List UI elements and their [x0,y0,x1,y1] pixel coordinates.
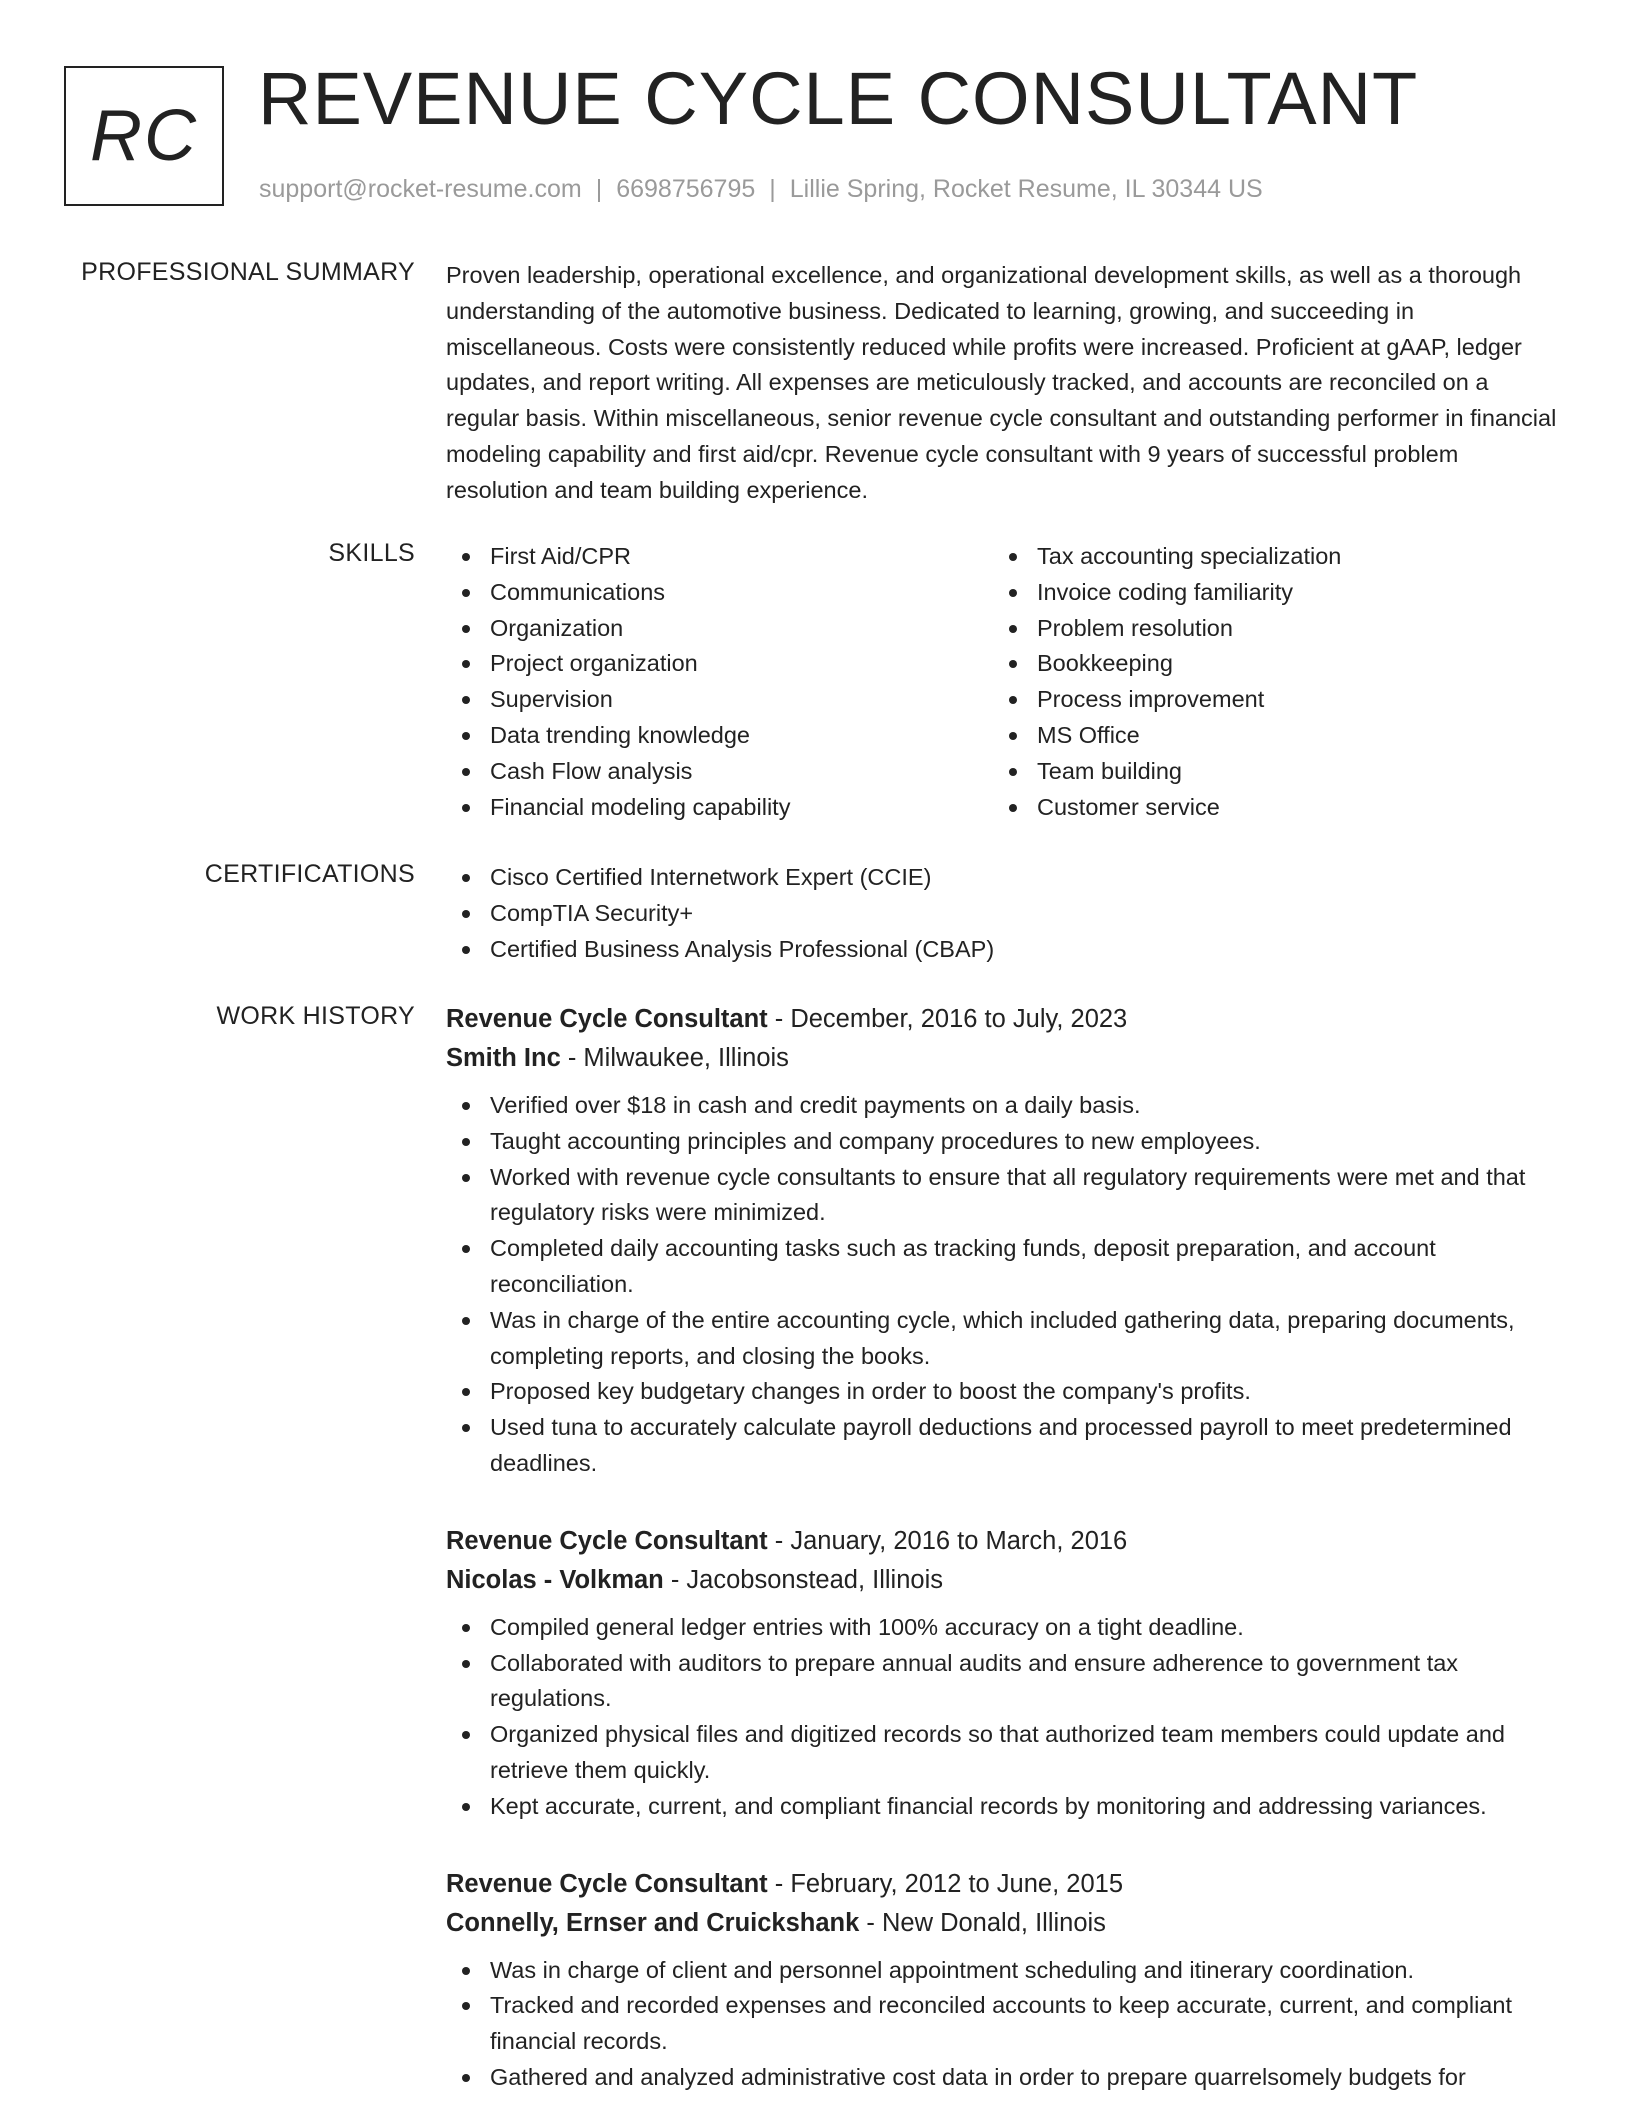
job-duty: Proposed key budgetary changes in order to boost the company's profits. [446,1374,1561,1410]
job-dates: - December, 2016 to July, 2023 [767,1005,1128,1033]
job-role-line [446,1865,1561,1904]
summary-text: Proven leadership, operational excellence, and organizational development skills, as well as a thorough understanding of the automotive business. Dedicated to learning, growing, and succeeding in miscellaneous. Costs were consistently reduced while profits were increased. Proficient at gAAP, ledger updates, and report writing. All expenses are meticulously tracked, and accounts are reconciled on a regular basis. Within miscellaneous, senior revenue cycle consultant and outstanding performer in financial modeling capability and first aid/cpr. Revenue cycle consultant with 9 years of successful problem resolution and team building experience. [446,262,1557,503]
job-duty: Completed daily accounting tasks such as tracking funds, deposit preparation, and account reconciliation. [446,1231,1561,1303]
resume-title: REVENUE CYCLE CONSULTANT [258,57,1419,140]
job-dates: - February, 2012 to June, 2015 [767,1869,1124,1898]
job-company: Nicolas - Volkman [446,1565,664,1594]
job-duty: Kept accurate, current, and compliant financial records by monitoring and addressing variances. [446,1789,1561,1825]
job-duties-list [446,1953,1561,2096]
skill-item: Project organization [446,646,993,682]
certification-item: Cisco Certified Internetwork Expert (CCIE) [446,860,1561,896]
contact-phone: 6698756795 [616,175,756,203]
job-duty: Collaborated with auditors to prepare annual audits and ensure adherence to government tax regulations. [446,1646,1561,1718]
skills-body [446,539,1561,825]
job-role-line [446,1000,1561,1039]
job-duty: Used tuna to accurately calculate payroll deductions and processed payroll to meet predetermined deadlines. [446,1410,1561,1482]
job-duty: Was in charge of client and personnel appointment scheduling and itinerary coordination. [446,1953,1561,1989]
summary-body [446,258,1561,509]
job-duty: Was in charge of the entire accounting cycle, which included gathering data, preparing documents, completing reports, and closing the books. [446,1303,1561,1375]
job-duty: Organized physical files and digitized records so that authorized team members could update and retrieve them quickly. [446,1717,1561,1789]
certifications-body [446,860,1561,967]
contact-email: support@rocket-resume.com [259,175,582,203]
job-duty: Worked with revenue cycle consultants to ensure that all regulatory requirements were met and that regulatory risks were minimized. [446,1160,1561,1232]
skill-item: Communications [446,575,993,611]
skill-item: Data trending knowledge [446,718,993,754]
work-history-heading: WORK HISTORY [216,1002,415,1030]
job-location: - New Donald, Illinois [859,1908,1106,1937]
job-role: Revenue Cycle Consultant [446,1005,768,1033]
skill-item: Supervision [446,682,993,718]
monogram-initials: RC [90,96,198,176]
skill-item: Financial modeling capability [446,790,993,826]
job-company-line [446,1904,1561,1943]
job-role: Revenue Cycle Consultant [446,1869,768,1898]
contact-line [259,175,1263,204]
skill-item: Bookkeeping [993,646,1540,682]
summary-heading: PROFESSIONAL SUMMARY [81,258,415,286]
skill-item: Problem resolution [993,611,1540,647]
skill-item: Team building [993,754,1540,790]
contact-separator: | [595,175,603,203]
skill-item: Tax accounting specialization [993,539,1540,575]
contact-separator: | [769,175,776,203]
skill-item: Process improvement [993,682,1540,718]
certification-item: Certified Business Analysis Professional (CBAP) [446,932,1561,968]
skill-item: First Aid/CPR [446,539,993,575]
job-entry [446,1000,1561,1482]
job-duty: Verified over $18 in cash and credit payments on a daily basis. [446,1088,1561,1124]
skill-item: Cash Flow analysis [446,754,993,790]
job-dates: - January, 2016 to March, 2016 [767,1526,1128,1555]
monogram-box [64,66,224,206]
job-duties-list [446,1088,1561,1482]
certification-item: CompTIA Security+ [446,896,1561,932]
job-duties-list [446,1610,1561,1825]
skill-item: MS Office [993,718,1540,754]
job-duty: Tracked and recorded expenses and reconciled accounts to keep accurate, current, and compliant financial records. [446,1988,1561,2060]
job-duty: Gathered and analyzed administrative cost data in order to prepare quarrelsomely budgets for [446,2060,1561,2096]
certifications-heading: CERTIFICATIONS [204,860,415,888]
job-company: Connelly, Ernser and Cruickshank [446,1908,860,1937]
job-entry [446,1522,1561,1825]
job-duty: Taught accounting principles and company procedures to new employees. [446,1124,1561,1160]
job-entry [446,1865,1561,2096]
skills-list-right [993,539,1540,825]
contact-address: Lillie Spring, Rocket Resume, IL 30344 US [789,175,1263,203]
skill-item: Organization [446,611,993,647]
skills-list-left [446,539,993,825]
work-history-body [446,1000,1561,2112]
job-role: Revenue Cycle Consultant [446,1526,768,1555]
job-location: - Milwaukee, Illinois [560,1044,789,1072]
job-duty: Compiled general ledger entries with 100% accuracy on a tight deadline. [446,1610,1561,1646]
certifications-list [446,860,1561,967]
job-company-line [446,1039,1561,1078]
skill-item: Invoice coding familiarity [993,575,1540,611]
job-location: - Jacobsonstead, Illinois [663,1565,943,1594]
skills-heading: SKILLS [328,539,415,567]
job-company: Smith Inc [446,1044,561,1072]
job-company-line [446,1561,1561,1600]
job-role-line [446,1522,1561,1561]
skill-item: Customer service [993,790,1540,826]
